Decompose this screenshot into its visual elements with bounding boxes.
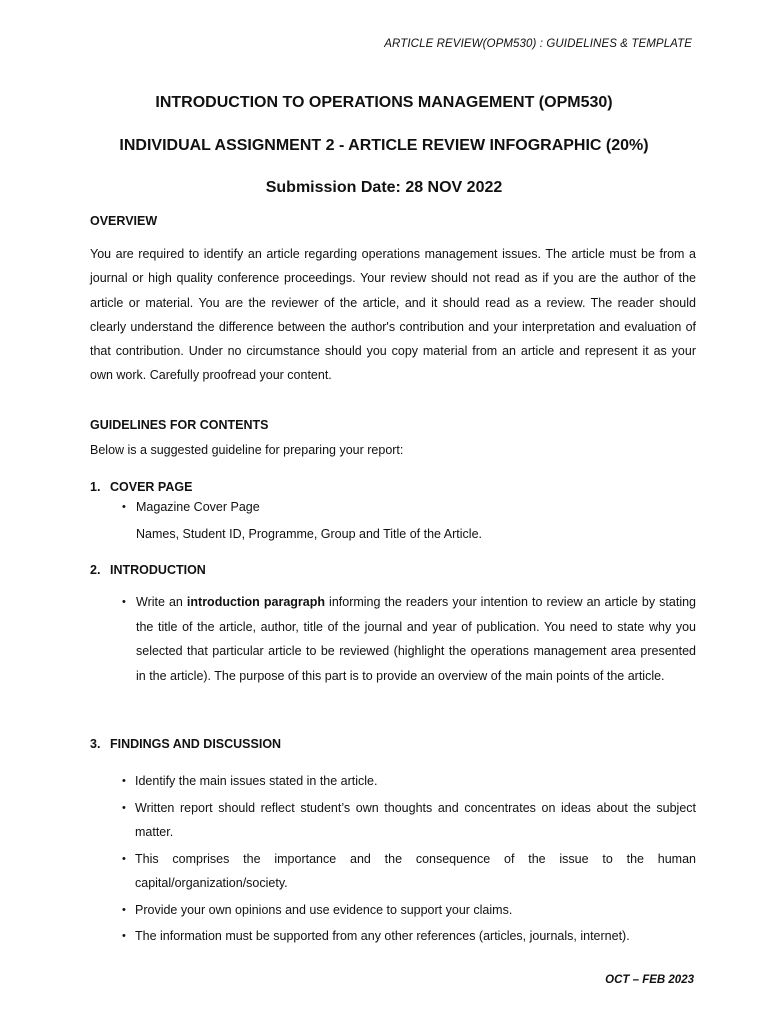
bullet-text-bold: introduction paragraph xyxy=(186,595,325,609)
guidelines-heading: GUIDELINES FOR CONTENTS xyxy=(90,418,269,432)
bullet-marker: • xyxy=(122,852,126,865)
introduction-bullets xyxy=(122,590,696,688)
bullet-text-prefix: Write an xyxy=(136,595,187,609)
cover-page-subtext xyxy=(122,522,696,547)
bullet-text: The information must be supported from any other references (articles, journals, internet). xyxy=(135,929,630,943)
section-title: INTRODUCTION xyxy=(110,563,206,577)
findings-bullets xyxy=(122,769,696,949)
bullet-text-rest: informing the readers your intention to review an article by stating the title of the article, author, title of the journal and year of publication. You need to state why you selected that particular article to be reviewed (highlight the operations management area presented in the article). The purpose of this part is to provide an overview of the main points of the article. xyxy=(136,595,696,683)
overview-heading: OVERVIEW xyxy=(90,214,158,228)
cover-page-bullets xyxy=(122,495,696,546)
list-item xyxy=(122,769,696,794)
guidelines-intro: Below is a suggested guideline for preparing your report: xyxy=(90,443,404,457)
list-item xyxy=(122,796,696,845)
submission-date: Submission Date: 28 NOV 2022 xyxy=(265,179,503,196)
section-title: COVER PAGE xyxy=(110,480,193,494)
list-item xyxy=(122,495,696,520)
section-heading-introduction xyxy=(90,563,206,577)
bullet-text: This comprises the importance and the consequence of the issue to the human capital/organization/society. xyxy=(135,851,696,890)
running-footer: OCT – FEB 2023 xyxy=(605,974,694,986)
assignment-title: INDIVIDUAL ASSIGNMENT 2 - ARTICLE REVIEW INFOGRAPHIC (20%) xyxy=(119,137,649,154)
list-item xyxy=(122,847,696,896)
bullet-text: Written report should reflect student’s own thoughts and concentrates on ideas about the subject matter. xyxy=(135,800,696,839)
list-item xyxy=(122,924,696,949)
bullet-text: Provide your own opinions and use evidence to support your claims. xyxy=(135,902,513,917)
bullet-marker: • xyxy=(122,903,126,916)
section-title: FINDINGS AND DISCUSSION xyxy=(110,737,282,751)
bullet-text: Magazine Cover Page xyxy=(136,500,260,514)
bullet-text: Identify the main issues stated in the article. xyxy=(135,774,378,788)
overview-paragraph: You are required to identify an article regarding operations management issues. The article must be from a journal or high quality conference proceedings. Your review should not read as if you are the author of the article or material. You are the reviewer of the article, and it should read as a review. The reader should clearly understand the difference between the author's contribution and your interpretation and evaluation of that contribution. Under no circumstance should you copy material from an article and represent it as your own work. Carefully proofread your content. xyxy=(90,247,696,383)
section-heading-findings xyxy=(90,737,281,751)
bullet-marker: • xyxy=(122,775,126,787)
section-number: 2. xyxy=(90,563,101,577)
bullet-marker: • xyxy=(122,930,126,942)
running-header: ARTICLE REVIEW(OPM530) : GUIDELINES & TEMPLATE xyxy=(384,38,692,50)
subtext-label: Names, Student ID, Programme, Group and Title of the Article. xyxy=(136,526,482,541)
section-number: 3. xyxy=(90,737,101,751)
list-item xyxy=(122,590,696,688)
course-title: INTRODUCTION TO OPERATIONS MANAGEMENT (OPM530) xyxy=(155,94,613,111)
list-item xyxy=(122,898,696,923)
section-number: 1. xyxy=(90,480,101,494)
bullet-marker: • xyxy=(122,596,126,608)
section-heading-cover-page xyxy=(90,480,192,494)
bullet-marker: • xyxy=(122,501,126,513)
bullet-marker: • xyxy=(122,801,126,814)
